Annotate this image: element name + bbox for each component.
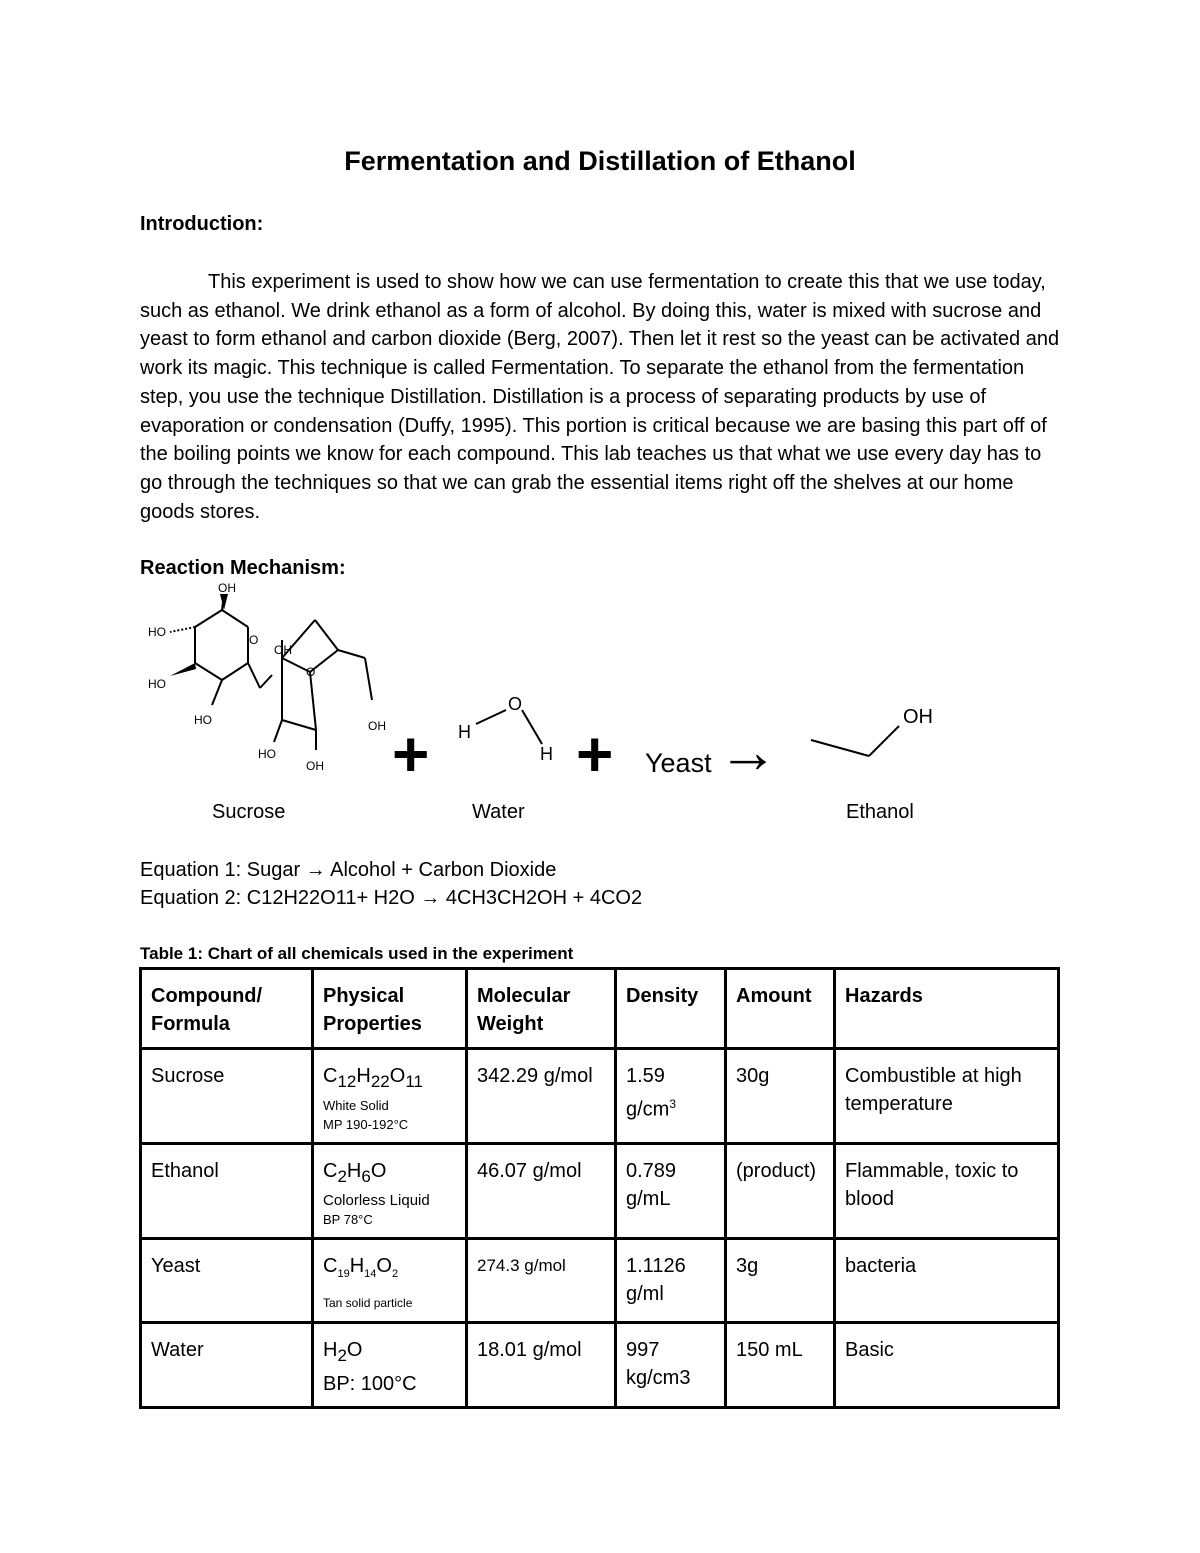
- cell-density: 0.789 g/mL: [616, 1144, 726, 1239]
- cell-physical-properties: [313, 1239, 467, 1323]
- sucrose-o-ring2: O: [306, 665, 316, 679]
- cell-density: 997 kg/cm3: [616, 1323, 726, 1408]
- cell-amount: 30g: [726, 1049, 835, 1144]
- sucrose-oh-bottom: OH: [306, 759, 324, 773]
- sucrose-ho-4: HO: [258, 747, 276, 761]
- header-compound: Compound/ Formula: [141, 969, 313, 1049]
- cell-hazards: Basic: [835, 1323, 1059, 1408]
- property-line: BP: 100°C: [323, 1373, 417, 1395]
- cell-compound: Yeast: [141, 1239, 313, 1323]
- equation-2: Equation 2: C12H22O11+ H2O → 4CH3CH2OH + 4CO2: [140, 887, 643, 909]
- cell-physical-properties: [313, 1323, 467, 1408]
- equation-1: Equation 1: Sugar → Alcohol + Carbon Dioxide: [140, 859, 557, 881]
- cell-molecular-weight: 18.01 g/mol: [467, 1323, 616, 1408]
- property-line: Colorless Liquid: [323, 1192, 430, 1209]
- sucrose-structure: [140, 580, 400, 775]
- cell-hazards: Combustible at high temperature: [835, 1049, 1059, 1144]
- cell-amount: (product): [726, 1144, 835, 1239]
- water-structure: [450, 688, 560, 768]
- page-title: Fermentation and Distillation of Ethanol: [344, 146, 856, 176]
- introduction-paragraph: [140, 268, 1060, 526]
- plus-sign-1: +: [392, 718, 430, 790]
- ethanol-oh: OH: [903, 706, 933, 728]
- sucrose-o-ring1: O: [249, 633, 259, 647]
- header-amount: Amount: [726, 969, 835, 1049]
- sucrose-ho-1: HO: [148, 625, 166, 639]
- cell-hazards: bacteria: [835, 1239, 1059, 1323]
- formula: $C_{19}H_{14}O_2$: [323, 1255, 399, 1280]
- table-header-row: [141, 969, 1059, 1049]
- sucrose-label: Sucrose: [212, 801, 286, 823]
- table-row: [141, 1144, 1059, 1239]
- ethanol-structure: [805, 698, 955, 768]
- header-hazards: Hazards: [835, 969, 1059, 1049]
- cell-molecular-weight: 342.29 g/mol: [467, 1049, 616, 1144]
- cell-compound: Water: [141, 1323, 313, 1408]
- header-density: Density: [616, 969, 726, 1049]
- formula: $C_2H_6O$: [323, 1160, 387, 1186]
- water-h-left: H: [458, 722, 471, 742]
- cell-compound: Ethanol: [141, 1144, 313, 1239]
- water-o: O: [508, 694, 523, 714]
- cell-hazards: Flammable, toxic to blood: [835, 1144, 1059, 1239]
- cell-density: 1.59 $g/cm^3$: [616, 1049, 726, 1144]
- mechanism-heading: Reaction Mechanism:: [140, 557, 346, 579]
- plus-sign-2: +: [576, 718, 614, 790]
- introduction-heading: Introduction:: [140, 213, 264, 235]
- water-label: Water: [472, 801, 525, 823]
- header-molecular-weight: Molecular Weight: [467, 969, 616, 1049]
- reaction-arrow: →: [718, 718, 778, 785]
- property-line: MP 190-192°C: [323, 1117, 409, 1132]
- cell-molecular-weight: 46.07 g/mol: [467, 1144, 616, 1239]
- introduction-text: This experiment is used to show how we can use fermentation to create this that we use today, such as ethanol. We drink ethanol as a form of alcohol. By doing this, water is mixed with sucrose and yeast to form ethanol and carbon dioxide (Berg, 2007). Then let it rest so the yeast can be activated and work its magic. This technique is called Fermentation. To separate the ethanol from the fermentation step, you use the technique Distillation. Distillation is a process of separating products by use of evaporation or condensation (Duffy, 1995). This portion is critical because we are basing this part off of the boiling points we know for each compound. This lab teaches us that what we use every day has to go through the techniques so that we can grab the essential items right off the shelves at our home goods stores.: [140, 271, 1060, 523]
- table-row: [141, 1049, 1059, 1144]
- ethanol-label: Ethanol: [846, 801, 914, 823]
- sucrose-oh-right: OH: [368, 719, 386, 733]
- cell-molecular-weight: 274.3 g/mol: [467, 1239, 616, 1323]
- header-physical-properties: Physical Properties: [313, 969, 467, 1049]
- table-caption: Table 1: Chart of all chemicals used in the experiment: [140, 944, 574, 963]
- cell-amount: 3g: [726, 1239, 835, 1323]
- chemicals-table: [139, 967, 1060, 1409]
- property-line: White Solid: [323, 1098, 389, 1113]
- sucrose-ho-3: HO: [194, 713, 212, 727]
- property-line: Tan solid particle: [323, 1296, 413, 1310]
- cell-amount: 150 mL: [726, 1323, 835, 1408]
- table-row: [141, 1239, 1059, 1323]
- sucrose-oh-mid: OH: [274, 643, 292, 657]
- sucrose-oh-top: OH: [218, 581, 236, 595]
- cell-density: 1.1126 g/ml: [616, 1239, 726, 1323]
- formula: $H_2O$: [323, 1339, 363, 1365]
- property-line: BP 78°C: [323, 1212, 373, 1227]
- cell-physical-properties: [313, 1049, 467, 1144]
- formula: $C_{12}H_{22}O_{11}$: [323, 1065, 423, 1091]
- cell-physical-properties: [313, 1144, 467, 1239]
- table-row: [141, 1323, 1059, 1408]
- yeast-catalyst-label: Yeast: [645, 748, 712, 778]
- cell-compound: Sucrose: [141, 1049, 313, 1144]
- sucrose-ho-2: HO: [148, 677, 166, 691]
- water-h-right: H: [540, 744, 553, 764]
